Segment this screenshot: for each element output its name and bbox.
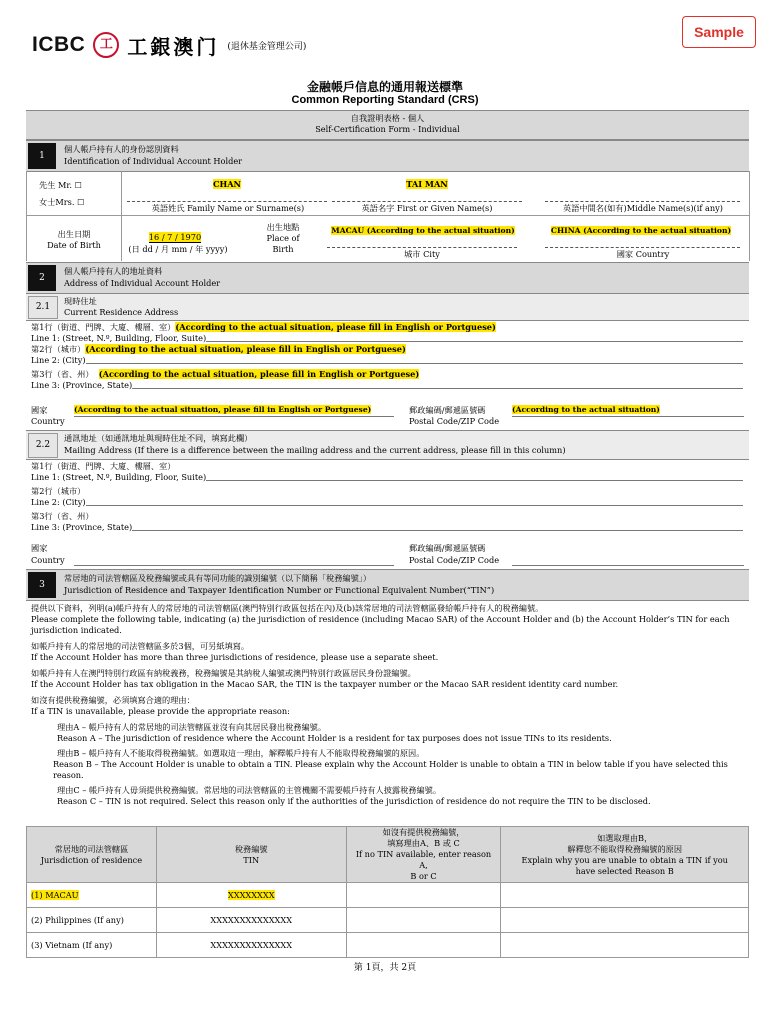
dob-format: (日 dd / 月 mm / 年 yyyy) [128, 244, 228, 254]
reason-a-en: Reason A – The jurisdiction of residence where the Account Holder is a resident for tax purposes does not issue TINs to its residents. [57, 733, 612, 743]
mailing-country-label-en: Country [31, 555, 65, 565]
reason-cell[interactable] [346, 883, 501, 908]
section-2-number: 2 [28, 265, 56, 291]
logo-brand-en: ICBC [32, 33, 86, 56]
section-2-header [26, 262, 749, 294]
tin-cell[interactable]: XXXXXXXXXXXXXX [156, 908, 346, 933]
form-name-zh: 自我證明表格 - 個人 [350, 113, 425, 123]
mailing-postal-label-en: Postal Code/ZIP Code [409, 555, 500, 565]
table-row [27, 908, 749, 933]
reason-cell[interactable] [346, 908, 501, 933]
postal-field[interactable]: (According to the actual situation) [512, 404, 744, 417]
address-line2-row[interactable]: 第2行（城市）(According to the actual situation, please fill in English or Portguese) [31, 344, 406, 354]
instruction-4-zh: 如沒有提供稅務編號，必須填寫合適的理由： [31, 695, 195, 705]
reason-c-en: Reason C – TIN is not required. Select this reason only if the authorities of the jurisdiction of residence do not require the TIN to be disclosed. [57, 796, 651, 806]
icbc-logo [32, 30, 306, 60]
logo-brand-zh: 工銀澳门 [127, 34, 220, 59]
family-name-field[interactable]: CHAN [212, 179, 242, 189]
jurisdiction-cell[interactable]: (1) MACAU [27, 883, 157, 908]
section-1-title-en: Identification of Individual Account Holder [64, 156, 243, 166]
reason-b-en-cont: reason. [53, 770, 84, 780]
section-2-1-number: 2.1 [28, 296, 58, 319]
mailing-line1-field[interactable]: Line 1: (Street, N.º, Building, Floor, Suite) [31, 472, 743, 483]
form-name-bar [26, 110, 749, 140]
country-label-en: Country [31, 416, 65, 426]
jurisdiction-cell[interactable]: (3) Vietnam (If any) [27, 933, 157, 958]
section-1-title-zh: 個人帳戶持有人的身份認別資料 [64, 144, 179, 154]
address-line1-label: Line 1: (Street, N.º, Building, Floor, Suite) [31, 333, 207, 343]
instruction-2-en: If the Account Holder has more than three jurisdictions of residence, please use a separate sheet. [31, 652, 439, 662]
mailing-address-block [31, 461, 743, 533]
mrs-checkbox[interactable]: 女士Mrs. ☐ [39, 197, 85, 207]
mailing-line1-label-zh: 第1行（街道、門牌、大廈、樓層、室） [31, 461, 176, 471]
section-3-title-zh: 常居地的司法管轄區及稅務編號或具有等同功能的識別編號（以下簡稱「稅務編號」） [64, 573, 372, 583]
instruction-1-en-cont: jurisdiction indicated. [31, 625, 122, 635]
section-1-number: 1 [28, 143, 56, 169]
mailing-country-field[interactable] [74, 553, 394, 566]
reason-c-zh: 理由C – 帳戶持有人毋須提供稅務編號。常居地的司法管轄區的主管機關不需要帳戶持有人披露稅務編號。 [57, 785, 442, 795]
reason-a-zh: 理由A – 帳戶持有人的常居地的司法管轄區並沒有向其居民發出稅務編號。 [57, 722, 327, 732]
mailing-line3-field[interactable]: Line 3: (Province, State) [31, 522, 743, 533]
section-3-header [26, 569, 749, 601]
table-row [27, 933, 749, 958]
pob-label-en1: Place of [266, 233, 300, 243]
instruction-2-zh: 如帳戶持有人的常居地的司法管轄區多於3個，可另紙填寫。 [31, 641, 250, 651]
address-line3-label: Line 3: (Province, State) [31, 380, 133, 390]
title-zh: 金融帳戶信息的通用報送標準 [306, 80, 463, 94]
title-en: Common Reporting Standard (CRS) [291, 94, 479, 106]
pob-label-zh: 出生地點 [266, 222, 300, 232]
pob-country-label: 國家 Country [616, 249, 670, 259]
section-3-instructions [31, 603, 747, 807]
family-name-label: 英語姓氏 Family Name or Surname(s) [151, 203, 305, 213]
first-name-field[interactable]: TAI MAN [406, 179, 448, 189]
mailing-postal-label-zh: 郵政編碼/郵遞區號碼 [409, 543, 486, 553]
section-2-1-title-zh: 現時住址 [64, 296, 97, 306]
table-row [27, 883, 749, 908]
section-3-title-en: Jurisdiction of Residence and Taxpayer Identification Number or Functional Equivalent Number(“TIN”) [64, 585, 495, 595]
page-number: 第 1頁，共 2頁 [353, 963, 417, 973]
dob-label-en: Date of Birth [47, 240, 101, 250]
current-address-block [31, 322, 743, 391]
address-line2-label: Line 2: (City) [31, 355, 86, 365]
country-label-zh: 國家 [31, 405, 48, 415]
section-2-title-en: Address of Individual Account Holder [64, 278, 221, 288]
section-1-body [26, 171, 750, 261]
section-3-number: 3 [28, 572, 56, 598]
logo-subtitle: (退休基金管理公司) [227, 41, 307, 52]
col-jurisdiction-header: 常居地的司法管轄區 Jurisdiction of residence [27, 827, 157, 883]
instruction-1-zh: 提供以下資料，列明(a)帳戶持有人的常居地的司法管轄區(澳門特別行政區包括在內)及(b)該常居地的司法管轄區發給帳戶持有人的稅務編號。 [31, 603, 544, 613]
tin-table-header [27, 827, 749, 883]
mailing-country-label-zh: 國家 [31, 543, 48, 553]
mailing-line2-field[interactable]: Line 2: (City) [31, 497, 743, 508]
instruction-1-en: Please complete the following table, indicating (a) the jurisdiction of residence (including Macao SAR) of the Account Holder and (b) the Account Holder’s TIN for each [31, 614, 730, 624]
mailing-line2-label-zh: 第2行（城市） [31, 486, 86, 496]
tin-table [26, 826, 749, 958]
section-2-1-header [26, 293, 749, 321]
dob-label-zh: 出生日期 [57, 229, 91, 239]
section-2-2-header [26, 430, 749, 460]
mailing-postal-field[interactable] [512, 553, 744, 566]
col-tin-header: 稅務編號 TIN [156, 827, 346, 883]
reason-b-zh: 理由B – 帳戶持有人不能取得稅務編號。如選取這一理由，解釋帳戶持有人不能取得稅務編號的原因。 [57, 748, 425, 758]
address-line1-row[interactable]: 第1行（街道、門牌、大廈、樓層、室）(According to the actual situation, please fill in English or Portguese) [31, 322, 496, 332]
tin-cell[interactable]: XXXXXXXX [156, 883, 346, 908]
section-2-2-number: 2.2 [28, 433, 58, 458]
section-2-2-title-en: Mailing Address (If there is a difference between the mailing address and the current address, please fill in this column) [64, 445, 566, 455]
middle-name-label: 英語中間名(如有)Middle Name(s)(if any) [563, 203, 723, 213]
instruction-3-zh: 如帳戶持有人在澳門特別行政區有納稅義務，稅務編號是其納稅人編號或澳門特別行政區居民身份證編號。 [31, 668, 416, 678]
section-1-header [26, 140, 749, 172]
country-field[interactable]: (According to the actual situation, please fill in English or Portguese) [74, 404, 394, 417]
dob-field[interactable]: 16 / 7 / 1970 [148, 232, 202, 242]
pob-label-en2: Birth [272, 244, 294, 254]
explain-cell[interactable] [501, 908, 749, 933]
form-name-en: Self-Certification Form - Individual [315, 124, 460, 134]
first-name-label: 英語名字 First or Given Name(s) [361, 203, 493, 213]
mailing-line3-label-zh: 第3行（省、州） [31, 511, 94, 521]
pob-country-field[interactable]: CHINA (According to the actual situation) [550, 226, 732, 235]
col-explain-header: 如選取理由B， 解釋您不能取得稅務編號的原因 Explain why you are unable to obtain a TIN if you have selected Reason B [501, 827, 749, 883]
middle-name-field[interactable] [545, 201, 740, 202]
pob-city-field[interactable]: MACAU (According to the actual situation) [331, 226, 515, 235]
instruction-3-en: If the Account Holder has tax obligation in the Macao SAR, the TIN is the taxpayer number or the Macao SAR resident identity card number. [31, 679, 619, 689]
postal-label-zh: 郵政編碼/郵遞區號碼 [409, 405, 486, 415]
tin-cell[interactable]: XXXXXXXXXXXXXX [156, 933, 346, 958]
explain-cell[interactable] [501, 933, 749, 958]
section-2-1-title-en: Current Residence Address [64, 307, 179, 317]
col-reason-header: 如沒有提供稅務編號， 填寫理由A、B 或 C If no TIN available, enter reason A, B or C [346, 827, 501, 883]
sample-stamp: Sample [682, 16, 756, 48]
section-2-2-title-zh: 通訊地址（如通訊地址與現時住址不同，填寫此欄） [64, 433, 253, 443]
mr-checkbox[interactable]: 先生 Mr. ☐ [39, 180, 82, 190]
instruction-4-en: If a TIN is unavailable, please provide the appropriate reason: [31, 706, 290, 716]
section-2-title-zh: 個人帳戶持有人的地址資料 [64, 266, 163, 276]
reason-b-en: Reason B – The Account Holder is unable to obtain a TIN. Please explain why the Account Holder is unable to obtain a TIN in below table if you have selected this [53, 759, 728, 769]
jurisdiction-cell[interactable]: (2) Philippines (If any) [27, 908, 157, 933]
reason-cell[interactable] [346, 933, 501, 958]
address-line3-row[interactable]: 第3行（省、州） (According to the actual situation, please fill in English or Portguese) [31, 369, 420, 379]
pob-city-label: 城市 City [404, 249, 440, 259]
postal-label-en: Postal Code/ZIP Code [409, 416, 500, 426]
icbc-seal-icon: 工 [93, 32, 119, 58]
explain-cell[interactable] [501, 883, 749, 908]
